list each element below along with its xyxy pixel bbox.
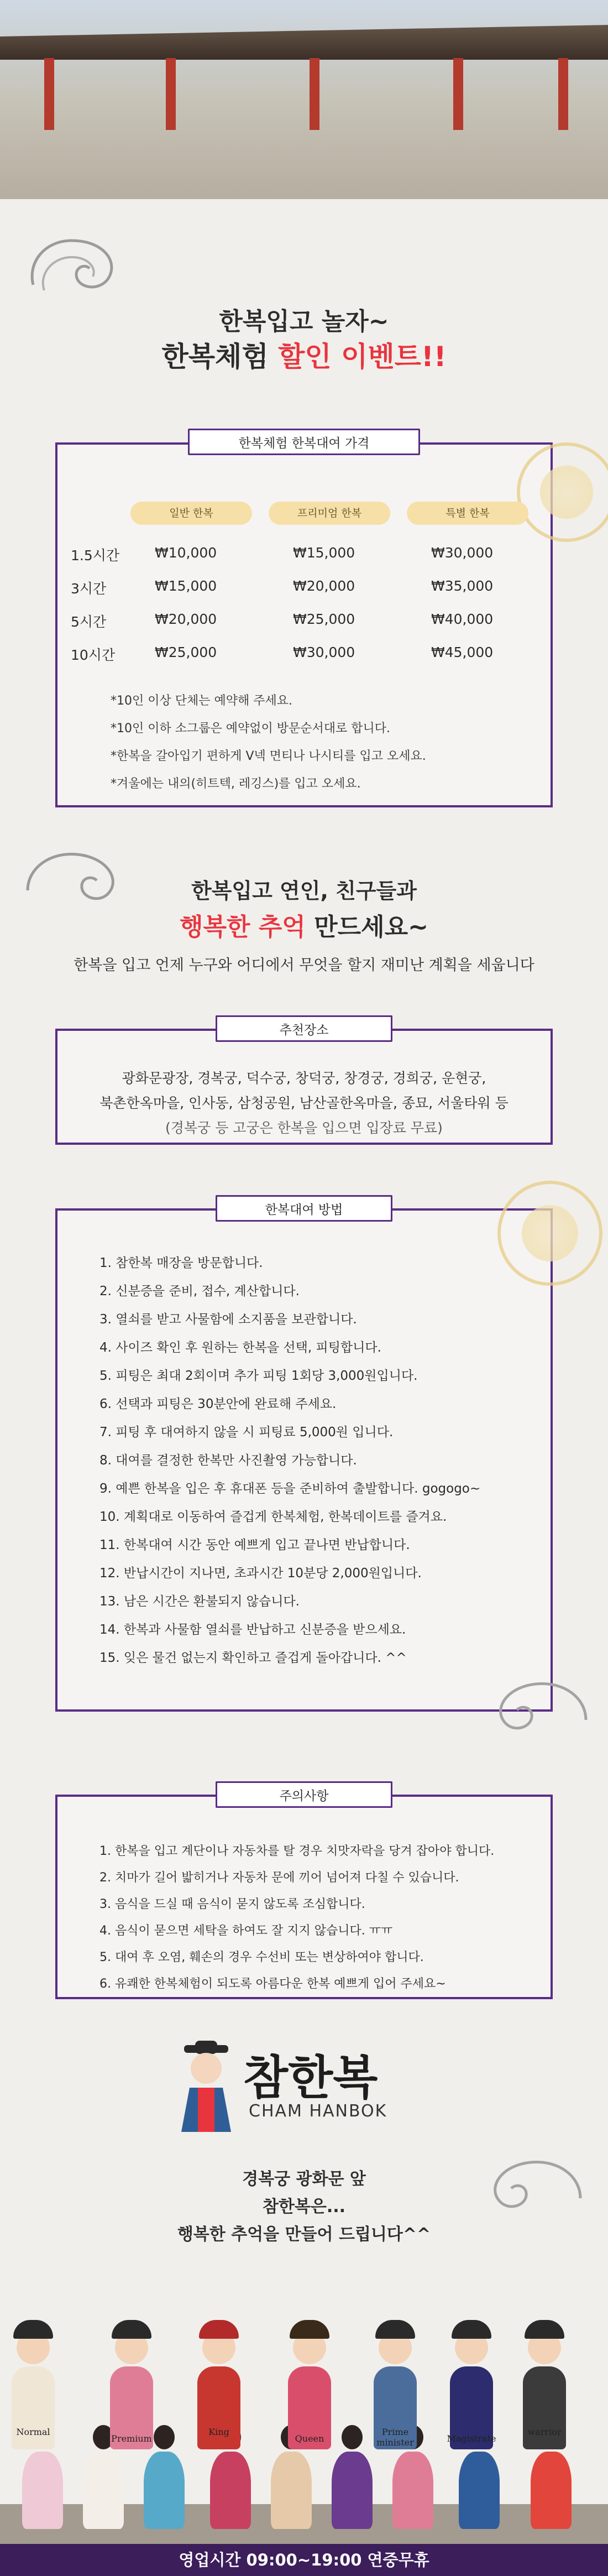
- price-value: ₩20,000: [155, 611, 217, 627]
- brand-name-korean: 참한복: [243, 2050, 378, 2105]
- intro-title-line2: [0, 335, 608, 374]
- price-note: *겨울에는 내의(히트텍, 레깅스)를 입고 오세요.: [111, 777, 361, 791]
- palace-pillar: [453, 58, 463, 130]
- caution-item: 5. 대여 후 오염, 훼손의 경우 수선비 또는 변상하여야 합니다.: [99, 1951, 424, 1964]
- rental-step: 13. 남은 시간은 환불되지 않습니다.: [99, 1594, 300, 1609]
- price-duration: 3시간: [71, 581, 107, 597]
- character-label: Premium: [111, 2433, 152, 2444]
- cloud-ornament-icon: [22, 218, 122, 301]
- business-hours-bar: 영업시간 09:00~19:00 연중무휴: [0, 2544, 608, 2576]
- character-label: Magistrate: [447, 2433, 496, 2444]
- price-note: *10인 이하 소그룹은 예약없이 방문순서대로 합니다.: [111, 722, 390, 736]
- price-note: *10인 이상 단체는 예약해 주세요.: [111, 694, 292, 708]
- price-value: ₩15,000: [293, 545, 355, 561]
- price-value: ₩15,000: [155, 578, 217, 594]
- memory-title-line1: 한복입고 연인, 친구들과: [191, 879, 417, 903]
- price-value: ₩25,000: [293, 611, 355, 627]
- rental-step: 7. 피팅 후 대여하지 않을 시 피팅료 5,000원 입니다.: [99, 1425, 394, 1440]
- intro-title-line1: 한복입고 놀자~: [219, 307, 389, 336]
- memory-title-accent: 행복한 추억: [179, 913, 306, 941]
- caution-item: 6. 유쾌한 한복체험이 되도록 아름다운 한복 예쁘게 입어 주세요~: [99, 1977, 446, 1991]
- rental-step: 2. 신분증을 준비, 접수, 계산합니다.: [99, 1284, 300, 1299]
- memory-title-line2: [0, 907, 608, 942]
- price-value: ₩30,000: [293, 644, 355, 660]
- palace-pillar: [310, 58, 319, 130]
- character-label: warrior: [527, 2427, 562, 2437]
- caution-item: 1. 한복을 입고 계단이나 자동차를 탈 경우 치맛자락을 당겨 잡아야 합니다.: [99, 1844, 495, 1858]
- character-figure: [109, 2320, 154, 2449]
- character-label: Queen: [295, 2433, 324, 2444]
- intro-title-normal: 한복체험: [161, 341, 279, 373]
- brand-tagline-3: 행복한 추억을 만들어 드립니다^^: [177, 2225, 431, 2244]
- price-value: ₩20,000: [293, 578, 355, 594]
- palace-pillar: [558, 58, 568, 130]
- palace-pillar: [166, 58, 176, 130]
- price-col-premium: 프리미엄 한복: [269, 502, 390, 525]
- rental-step: 14. 한복과 사물함 열쇠를 반납하고 신분증을 받으세요.: [99, 1623, 406, 1637]
- brand-mascot-icon: [176, 2041, 237, 2135]
- rental-step: 10. 계획대로 이동하여 즐겁게 한복체험, 한복데이트를 즐겨요.: [99, 1510, 447, 1524]
- caution-item: 4. 음식이 묻으면 세탁을 하여도 잘 지지 않습니다. ㅠㅠ: [99, 1924, 393, 1938]
- memory-subtitle: 한복을 입고 언제 누구와 어디에서 무엇을 할지 재미난 계획을 세웁니다: [74, 957, 534, 974]
- rental-step: 9. 예쁜 한복을 입은 후 휴대폰 등을 준비하여 출발합니다. gogogo~: [99, 1482, 481, 1496]
- rental-step: 6. 선택과 피팅은 30분안에 완료해 주세요.: [99, 1397, 337, 1411]
- caution-item: 3. 음식을 드실 때 음식이 묻지 않도록 조심합니다.: [99, 1897, 365, 1911]
- places-line: 북촌한옥마을, 인사동, 삼청공원, 남산골한옥마을, 종묘, 서울타워 등: [99, 1095, 509, 1111]
- price-col-special: 특별 한복: [407, 502, 528, 525]
- price-duration: 1.5시간: [71, 547, 120, 564]
- intro-title-accent: 할인 이벤트!!: [278, 341, 447, 373]
- rental-step: 1. 참한복 매장을 방문합니다.: [99, 1256, 263, 1270]
- caution-tag: 주의사항: [216, 1781, 392, 1808]
- rental-step: 3. 열쇠를 받고 사물함에 소지품을 보관합니다.: [99, 1312, 357, 1327]
- caution-item: 2. 치마가 길어 밟히거나 자동차 문에 끼어 넘어져 다칠 수 있습니다.: [99, 1871, 459, 1885]
- places-tag: 추천장소: [216, 1015, 392, 1042]
- rental-step: 11. 한복대여 시간 동안 예쁘게 입고 끝나면 반납합니다.: [99, 1538, 410, 1552]
- character-label: Normal: [16, 2427, 50, 2437]
- rental-step: 15. 잊은 물건 없는지 확인하고 즐겁게 돌아갑니다. ^^: [99, 1651, 407, 1665]
- price-value: ₩40,000: [431, 611, 494, 627]
- price-note: *한복을 갈아입기 편하게 V넥 면티나 나시티를 입고 오세요.: [111, 749, 426, 763]
- price-value: ₩35,000: [431, 578, 494, 594]
- character-figure: [449, 2320, 494, 2449]
- memory-title-normal: 만드세요~: [305, 913, 429, 941]
- palace-pillar: [44, 58, 54, 130]
- hero-photo: [0, 0, 608, 199]
- palace-roof: [0, 21, 608, 60]
- price-duration: 5시간: [71, 614, 107, 630]
- cloud-ornament-icon: [486, 1659, 597, 1742]
- price-value: ₩30,000: [431, 545, 494, 561]
- brand-tagline-2: 참한복은...: [262, 2197, 346, 2217]
- rental-step: 5. 피팅은 최대 2회이며 추가 피팅 1회당 3,000원입니다.: [99, 1369, 418, 1383]
- rental-step: 4. 사이즈 확인 후 원하는 한복을 선택, 피팅합니다.: [99, 1341, 381, 1355]
- brand-name-english: CHAM HANBOK: [249, 2102, 387, 2121]
- places-note: (경복궁 등 고궁은 한복을 입으면 입장료 무료): [165, 1120, 443, 1136]
- price-duration: 10시간: [71, 647, 116, 663]
- price-col-normal: 일반 한복: [130, 502, 252, 525]
- medallion-ornament-icon: [517, 442, 608, 542]
- character-label: Prime minister: [376, 2427, 414, 2448]
- places-line: 광화문광장, 경복궁, 덕수궁, 창덕궁, 창경궁, 경희궁, 운현궁,: [122, 1070, 486, 1086]
- brand-tagline-1: 경복궁 광화문 앞: [242, 2170, 366, 2189]
- medallion-ornament-icon: [497, 1181, 602, 1286]
- rental-step: 8. 대여를 결정한 한복만 사진촬영 가능합니다.: [99, 1453, 357, 1468]
- rental-tag: 한복대여 방법: [216, 1195, 392, 1222]
- rental-step: 12. 반납시간이 지나면, 초과시간 10분당 2,000원입니다.: [99, 1566, 422, 1581]
- price-value: ₩10,000: [155, 545, 217, 561]
- character-figure: [287, 2320, 332, 2449]
- price-value: ₩25,000: [155, 644, 217, 660]
- price-value: ₩45,000: [431, 644, 494, 660]
- character-label: King: [208, 2427, 229, 2437]
- price-tag: 한복체험 한복대여 가격: [188, 429, 420, 455]
